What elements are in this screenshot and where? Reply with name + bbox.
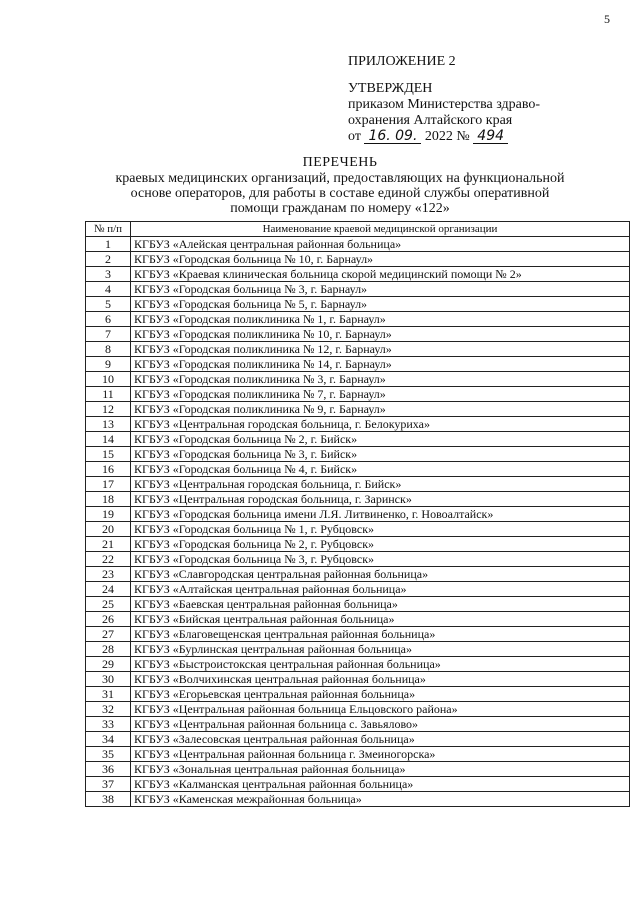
page-number: 5: [604, 12, 610, 26]
row-number: 24: [86, 582, 131, 597]
row-number: 38: [86, 792, 131, 807]
row-number: 32: [86, 702, 131, 717]
row-number: 23: [86, 567, 131, 582]
order-line-2: охранения Алтайского края: [348, 113, 513, 128]
row-number: 25: [86, 597, 131, 612]
table-row: [86, 597, 630, 612]
table-row: [86, 267, 630, 282]
organization-name: КГБУЗ «Волчихинская центральная районная больница»: [131, 672, 630, 687]
row-number: 8: [86, 342, 131, 357]
table-row: [86, 777, 630, 792]
row-number: 30: [86, 672, 131, 687]
handwritten-order-number: 494: [473, 129, 508, 144]
table-row: [86, 747, 630, 762]
organization-name: КГБУЗ «Залесовская центральная районная больница»: [131, 732, 630, 747]
organization-name: КГБУЗ «Благовещенская центральная районная больница»: [131, 627, 630, 642]
row-number: 29: [86, 657, 131, 672]
organization-name: КГБУЗ «Центральная районная больница Ельцовского района»: [131, 702, 630, 717]
organization-name: КГБУЗ «Центральная городская больница, г. Бийск»: [131, 477, 630, 492]
organization-name: КГБУЗ «Баевская центральная районная больница»: [131, 597, 630, 612]
table-row: [86, 687, 630, 702]
organization-name: КГБУЗ «Городская больница имени Л.Я. Литвиненко, г. Новоалтайск»: [131, 507, 630, 522]
organization-name: КГБУЗ «Городская больница № 5, г. Барнаул»: [131, 297, 630, 312]
row-number: 20: [86, 522, 131, 537]
row-number: 3: [86, 267, 131, 282]
row-number: 37: [86, 777, 131, 792]
table-row: [86, 252, 630, 267]
heading-line-2: основе операторов, для работы в составе единой службы оперативной: [130, 186, 550, 201]
row-number: 19: [86, 507, 131, 522]
appendix-title: ПРИЛОЖЕНИЕ 2: [348, 54, 456, 69]
organization-name: КГБУЗ «Алейская центральная районная больница»: [131, 237, 630, 252]
row-number: 9: [86, 357, 131, 372]
table-header-row: [86, 222, 630, 237]
organization-name: КГБУЗ «Центральная городская больница, г. Заринск»: [131, 492, 630, 507]
row-number: 21: [86, 537, 131, 552]
table-row: [86, 387, 630, 402]
organization-name: КГБУЗ «Городская поликлиника № 1, г. Барнаул»: [131, 312, 630, 327]
order-date-line: [348, 129, 618, 145]
heading-line-1: краевых медицинских организаций, предоставляющих на функциональной: [115, 171, 565, 186]
row-number: 4: [86, 282, 131, 297]
order-line-1: приказом Министерства здраво-: [348, 97, 541, 112]
table-row: [86, 282, 630, 297]
row-number: 14: [86, 432, 131, 447]
table-row: [86, 237, 630, 252]
organization-name: КГБУЗ «Центральная районная больница с. Завьялово»: [131, 717, 630, 732]
table-row: [86, 477, 630, 492]
handwritten-date: 16. 09.: [364, 129, 421, 144]
table-row: [86, 372, 630, 387]
organization-name: КГБУЗ «Городская больница № 2, г. Бийск»: [131, 432, 630, 447]
organization-name: КГБУЗ «Городская больница № 4, г. Бийск»: [131, 462, 630, 477]
table-row: [86, 672, 630, 687]
organization-name: КГБУЗ «Городская поликлиника № 14, г. Барнаул»: [131, 357, 630, 372]
table-row: [86, 642, 630, 657]
row-number: 33: [86, 717, 131, 732]
organization-name: КГБУЗ «Алтайская центральная районная больница»: [131, 582, 630, 597]
approved-label: УТВЕРЖДЕН: [348, 81, 433, 96]
row-number: 15: [86, 447, 131, 462]
column-header-name: Наименование краевой медицинской организации: [131, 222, 630, 237]
organization-name: КГБУЗ «Егорьевская центральная районная больница»: [131, 687, 630, 702]
row-number: 7: [86, 327, 131, 342]
table-row: [86, 522, 630, 537]
row-number: 5: [86, 297, 131, 312]
row-number: 11: [86, 387, 131, 402]
row-number: 17: [86, 477, 131, 492]
organization-name: КГБУЗ «Быстроистокская центральная районная больница»: [131, 657, 630, 672]
row-number: 2: [86, 252, 131, 267]
approval-block: [348, 54, 618, 145]
row-number: 36: [86, 762, 131, 777]
row-number: 26: [86, 612, 131, 627]
table-row: [86, 657, 630, 672]
heading-line-3: помощи гражданам по номеру «122»: [230, 201, 450, 216]
table-row: [86, 417, 630, 432]
table-row: [86, 537, 630, 552]
row-number: 10: [86, 372, 131, 387]
table-row: [86, 567, 630, 582]
table-row: [86, 447, 630, 462]
table-row: [86, 702, 630, 717]
organization-name: КГБУЗ «Центральная районная больница г. Змеиногорска»: [131, 747, 630, 762]
row-number: 13: [86, 417, 131, 432]
organization-name: КГБУЗ «Городская больница № 1, г. Рубцовск»: [131, 522, 630, 537]
organization-name: КГБУЗ «Каменская межрайонная больница»: [131, 792, 630, 807]
table-row: [86, 357, 630, 372]
table-row: [86, 612, 630, 627]
organization-name: КГБУЗ «Городская больница № 3, г. Бийск»: [131, 447, 630, 462]
organization-name: КГБУЗ «Городская поликлиника № 12, г. Барнаул»: [131, 342, 630, 357]
column-header-number: № п/п: [86, 222, 131, 237]
row-number: 27: [86, 627, 131, 642]
organization-name: КГБУЗ «Городская больница № 10, г. Барнаул»: [131, 252, 630, 267]
table-row: [86, 297, 630, 312]
table-row: [86, 582, 630, 597]
organization-name: КГБУЗ «Бийская центральная районная больница»: [131, 612, 630, 627]
row-number: 34: [86, 732, 131, 747]
organization-name: КГБУЗ «Зональная центральная районная больница»: [131, 762, 630, 777]
table-row: [86, 732, 630, 747]
organization-name: КГБУЗ «Городская больница № 2, г. Рубцовск»: [131, 537, 630, 552]
table-row: [86, 507, 630, 522]
organization-name: КГБУЗ «Городская поликлиника № 10, г. Барнаул»: [131, 327, 630, 342]
row-number: 1: [86, 237, 131, 252]
table-row: [86, 792, 630, 807]
organization-name: КГБУЗ «Городская больница № 3, г. Барнаул»: [131, 282, 630, 297]
row-number: 28: [86, 642, 131, 657]
table-row: [86, 402, 630, 417]
heading-title: ПЕРЕЧЕНЬ: [302, 155, 378, 170]
row-number: 22: [86, 552, 131, 567]
organization-name: КГБУЗ «Славгородская центральная районная больница»: [131, 567, 630, 582]
table-row: [86, 492, 630, 507]
organization-name: КГБУЗ «Городская больница № 3, г. Рубцовск»: [131, 552, 630, 567]
organization-name: КГБУЗ «Городская поликлиника № 9, г. Барнаул»: [131, 402, 630, 417]
row-number: 18: [86, 492, 131, 507]
organization-name: КГБУЗ «Калманская центральная районная больница»: [131, 777, 630, 792]
row-number: 6: [86, 312, 131, 327]
date-year: 2022 №: [424, 129, 470, 144]
organization-name: КГБУЗ «Городская поликлиника № 7, г. Барнаул»: [131, 387, 630, 402]
row-number: 12: [86, 402, 131, 417]
table-row: [86, 342, 630, 357]
organization-name: КГБУЗ «Бурлинская центральная районная больница»: [131, 642, 630, 657]
organization-name: КГБУЗ «Городская поликлиника № 3, г. Барнаул»: [131, 372, 630, 387]
table-row: [86, 762, 630, 777]
table-row: [86, 327, 630, 342]
row-number: 35: [86, 747, 131, 762]
organizations-table: [85, 221, 630, 807]
table-row: [86, 717, 630, 732]
table-row: [86, 552, 630, 567]
table-row: [86, 462, 630, 477]
table-row: [86, 312, 630, 327]
row-number: 16: [86, 462, 131, 477]
document-heading: [70, 155, 610, 216]
organization-name: КГБУЗ «Центральная городская больница, г. Белокуриха»: [131, 417, 630, 432]
table-row: [86, 627, 630, 642]
date-prefix: от: [348, 129, 361, 144]
table-row: [86, 432, 630, 447]
row-number: 31: [86, 687, 131, 702]
organization-name: КГБУЗ «Краевая клиническая больница скорой медицинский помощи № 2»: [131, 267, 630, 282]
